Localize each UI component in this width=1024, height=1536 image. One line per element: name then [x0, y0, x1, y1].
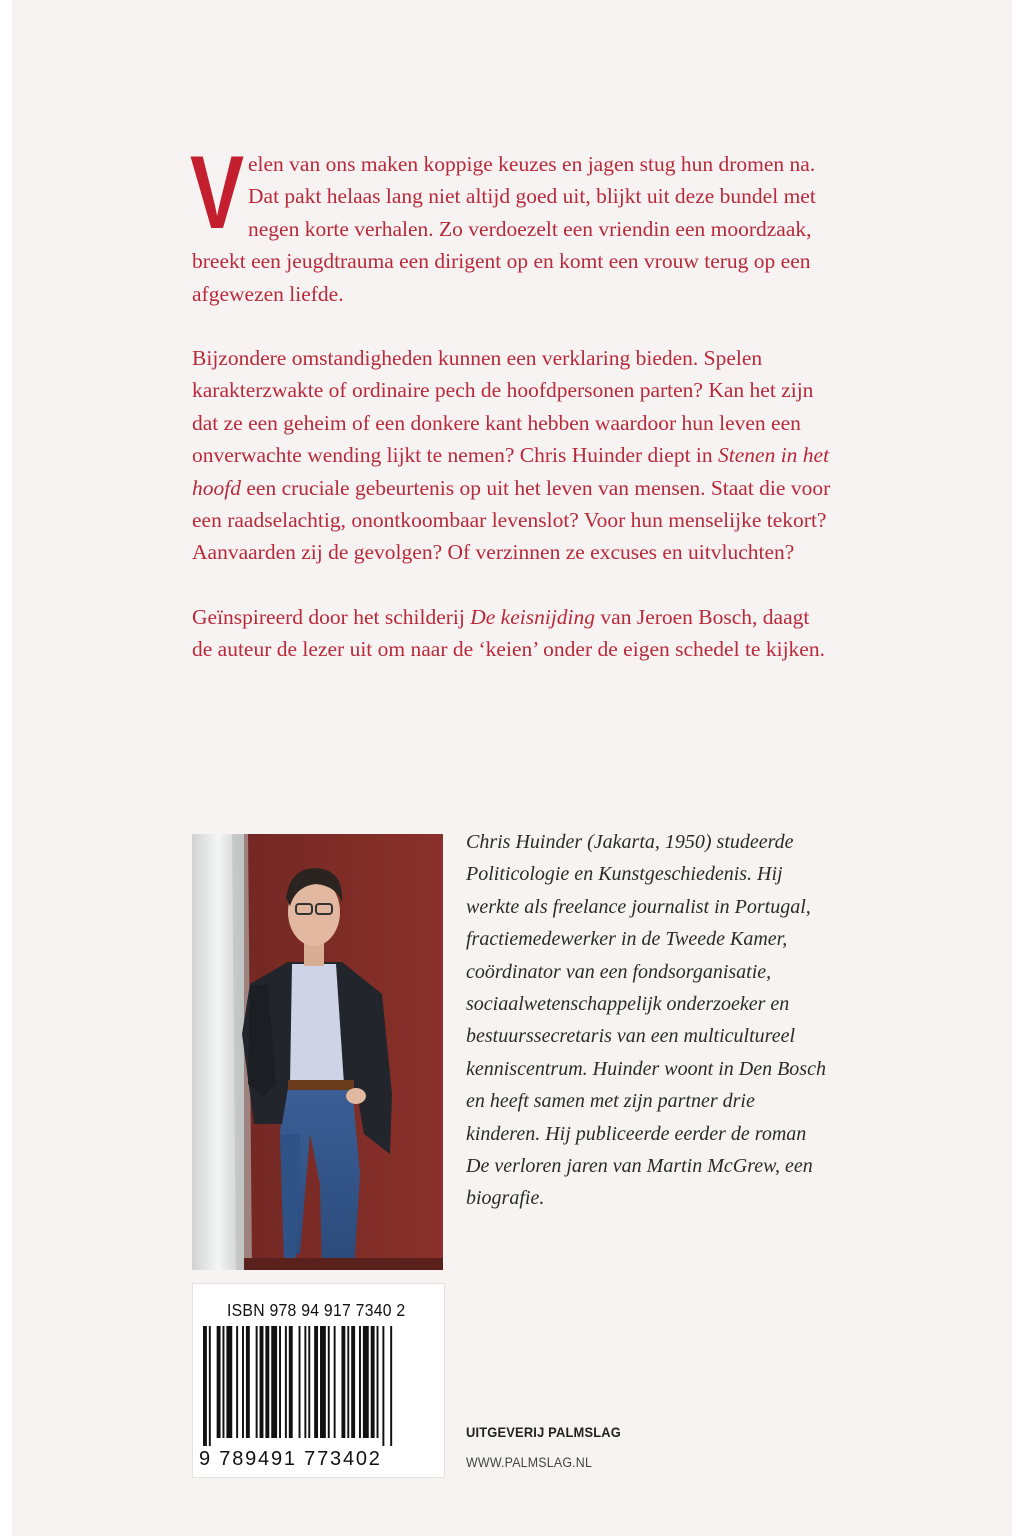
author-bio: Chris Huinder (Jakarta, 1950) studeerde Politicologie en Kunstgeschiedenis. Hij werkte als freelance journalist in Portugal, fractiemedewerker in de Tweede Kamer, coördinator van een fondsorganisatie, sociaalwetenschappelijk onderzoeker en bestuurssecretaris van een multicultureel kenniscentrum. Huinder woont in Den Bosch en heeft samen met zijn partner drie kinderen. Hij publiceerde eerder de roman De verloren jaren van Martin McGrew, een biografie.	[466, 831, 826, 1210]
book-title: Stenen in het hoofd	[192, 443, 830, 500]
painting-title: De keisnijding	[470, 604, 596, 629]
barcode-box	[192, 1283, 445, 1478]
blurb-paragraph-1: Velen van ons maken koppige keuzes en jagen stug hun dromen na. Dat pakt helaas lang niet altijd goed uit, blijkt uit deze bundel met negen korte verhalen. Zo verdoezelt een vriendin een moordzaak, breekt een jeugdtrauma een dirigent op en komt een vrouw terug op een afgewezen liefde.	[190, 135, 816, 306]
drop-cap: V	[190, 135, 245, 251]
barcode-bars	[203, 1326, 435, 1446]
blurb-text	[190, 135, 832, 698]
publisher-website: WWW.PALMSLAG.NL	[466, 1455, 593, 1470]
publisher-name: UITGEVERIJ PALMSLAG	[466, 1424, 621, 1440]
blurb-paragraph-3: Geïnspireerd door het schilderij De keisnijding van Jeroen Bosch, daagt de auteur de lezer uit om naar de ‘keien’ onder de eigen schedel te kijken.	[192, 604, 825, 662]
blurb-paragraph-2: Bijzondere omstandigheden kunnen een verklaring bieden. Spelen karakterzwakte of ordinaire pech de hoofdpersonen parten? Kan het zijn dat ze een geheim of een donkere kant hebben waardoor hun leven een onverwachte wending lijkt te nemen? Chris Huinder diept in Stenen in het hoofd een cruciale gebeurtenis op uit het leven van mensen. Staat die voor een raadselachtig, onontkoombaar levenslot? Voor hun menselijke tekort? Aanvaarden zij de gevolgen? Of verzinnen ze excuses en uitvluchten?	[192, 346, 831, 565]
isbn-label: ISBN 978 94 917 7340 2	[227, 1300, 406, 1320]
author-photo	[192, 834, 443, 1270]
ean-digits: 9 789491 773402	[199, 1448, 382, 1470]
